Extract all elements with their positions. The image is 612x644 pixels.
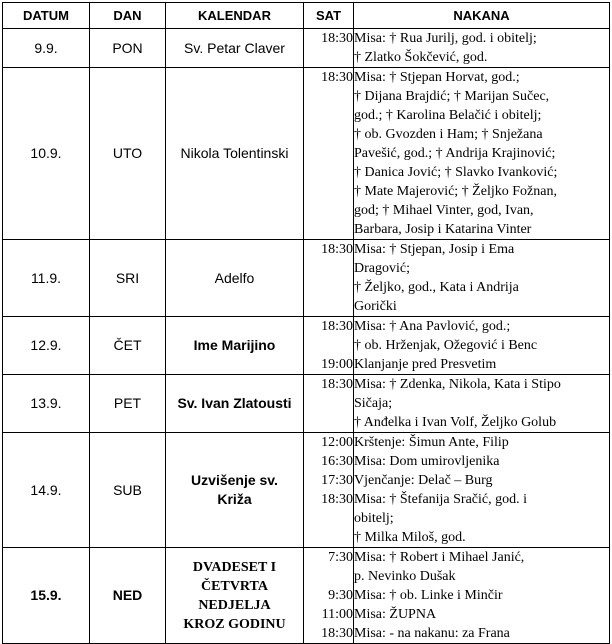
day-cell: PET [90,375,166,433]
intention-line: obitelj; [354,511,394,526]
intention-line: Misa: † Zdenka, Nikola, Kata i Stipo [354,377,561,392]
intention-line: † ob. Gvozden i Ham; † Snježana [354,127,543,142]
date-cell: 10.9. [3,68,90,240]
table-row [3,433,610,548]
header-dan: DAN [90,3,166,29]
time-entry: 7:30 [328,550,353,565]
time-cell [304,240,354,317]
calendar-cell: Sv. Ivan Zlatousti [166,375,304,433]
intention-line: Misa: † ob. Linke i Minčir [354,588,503,603]
intention-cell [354,240,610,317]
calendar-line: KROZ GODINU [183,616,286,632]
intention-cell [354,317,610,375]
intention-line: Barbara, Josip i Katarina Vinter [354,222,532,237]
date-cell: 9.9. [3,29,90,68]
time-entry: 19:00 [321,357,353,372]
calendar-cell [166,433,304,548]
intention-line: Dragović; [354,261,410,276]
intention-line: † Zlatko Šokčević, god. [354,50,488,65]
intention-line: † ob. Hrženjak, Ožegović i Benc [354,338,538,353]
intention-cell [354,68,610,240]
intention-line: † Dijana Brajdić; † Marijan Sučec, [354,89,550,104]
date-cell: 14.9. [3,433,90,548]
date-cell: 11.9. [3,240,90,317]
time-entry: 18:30 [321,492,353,507]
time-entry: 17:30 [321,473,353,488]
intention-line: † Željko, god., Kata i Andrija [354,280,519,295]
calendar-line: ČETVRTA [201,578,268,594]
table-row [3,375,610,433]
intention-line: Misa: † Stjepan, Josip i Ema [354,242,515,257]
calendar-line: DVADESET I [192,559,277,575]
intention-line: Klanjanje pred Presvetim [354,357,497,372]
intention-line: † Danica Jović; † Slavko Ivanković; [354,165,558,180]
time-entry: 18:30 [321,242,353,257]
calendar-cell: Adelfo [166,240,304,317]
time-entry: 18:30 [321,70,353,85]
intention-line: Vjenčanje: Delač – Burg [354,473,493,488]
time-cell [304,548,354,644]
day-cell: NED [90,548,166,644]
header-sat: SAT [304,3,354,29]
time-entry: 18:30 [321,31,353,46]
header-nakana: NAKANA [354,3,610,29]
table-row [3,548,610,644]
date-cell: 15.9. [3,548,90,644]
intention-line: † Anđelka i Ivan Volf, Željko Golub [354,415,557,430]
table-row [3,240,610,317]
header-datum: DATUM [3,3,90,29]
intention-line: † Mate Majerović; † Željko Fožnan, [354,184,557,199]
table-row [3,29,610,68]
time-cell [304,317,354,375]
time-entry: 16:30 [321,454,353,469]
calendar-line: Uzvišenje sv. [191,472,278,488]
intention-cell [354,29,610,68]
intention-line: Misa: † Robert i Mihael Janić, [354,550,525,565]
intention-cell [354,433,610,548]
intention-line: Misa: - na nakanu: za Frana [354,626,510,641]
intention-line: Misa: ŽUPNA [354,607,437,622]
day-cell: UTO [90,68,166,240]
mass-schedule-table [2,2,610,644]
intention-line: † Milka Miloš, god. [354,530,466,545]
day-cell: PON [90,29,166,68]
calendar-cell: Ime Marijino [166,317,304,375]
header-row [3,3,610,29]
time-cell [304,375,354,433]
time-entry: 11:00 [321,607,353,622]
time-spacer [304,336,353,355]
day-cell: SRI [90,240,166,317]
date-cell: 12.9. [3,317,90,375]
day-cell: SUB [90,433,166,548]
header-kalendar: KALENDAR [166,3,304,29]
time-entry: 18:30 [321,319,353,334]
intention-line: Pavešić, god.; † Andrija Krajinović; [354,146,556,161]
calendar-cell [166,548,304,644]
time-cell [304,29,354,68]
time-cell [304,433,354,548]
intention-line: Misa: † Stjepan Horvat, god.; [354,70,520,85]
date-cell: 13.9. [3,375,90,433]
table-row [3,317,610,375]
intention-line: Gorički [354,299,397,314]
intention-cell [354,375,610,433]
calendar-cell: Nikola Tolentinski [166,68,304,240]
time-cell [304,68,354,240]
intention-cell [354,548,610,644]
time-spacer [304,567,353,586]
intention-line: Misa: Dom umirovljenika [354,454,500,469]
calendar-line: Križa [217,491,252,507]
day-cell: ČET [90,317,166,375]
time-entry: 9:30 [328,588,353,603]
intention-line: god; † Mihael Vinter, god, Ivan, [354,203,534,218]
intention-line: Misa: † Rua Jurilj, god. i obitelj; [354,31,537,46]
time-entry: 12:00 [321,435,353,450]
intention-line: Misa: † Štefanija Sračić, god. i [354,492,528,507]
table-row [3,68,610,240]
intention-line: Sičaja; [354,396,393,411]
calendar-cell: Sv. Petar Claver [166,29,304,68]
time-entry: 18:30 [321,377,353,392]
calendar-line: NEDJELJA [198,597,271,613]
intention-line: god.; † Karolina Belačić i obitelj; [354,108,542,123]
intention-line: p. Nevinko Dušak [354,569,456,584]
time-entry: 18:30 [321,626,353,641]
intention-line: Krštenje: Šimun Ante, Filip [354,435,509,450]
intention-line: Misa: † Ana Pavlović, god.; [354,319,511,334]
